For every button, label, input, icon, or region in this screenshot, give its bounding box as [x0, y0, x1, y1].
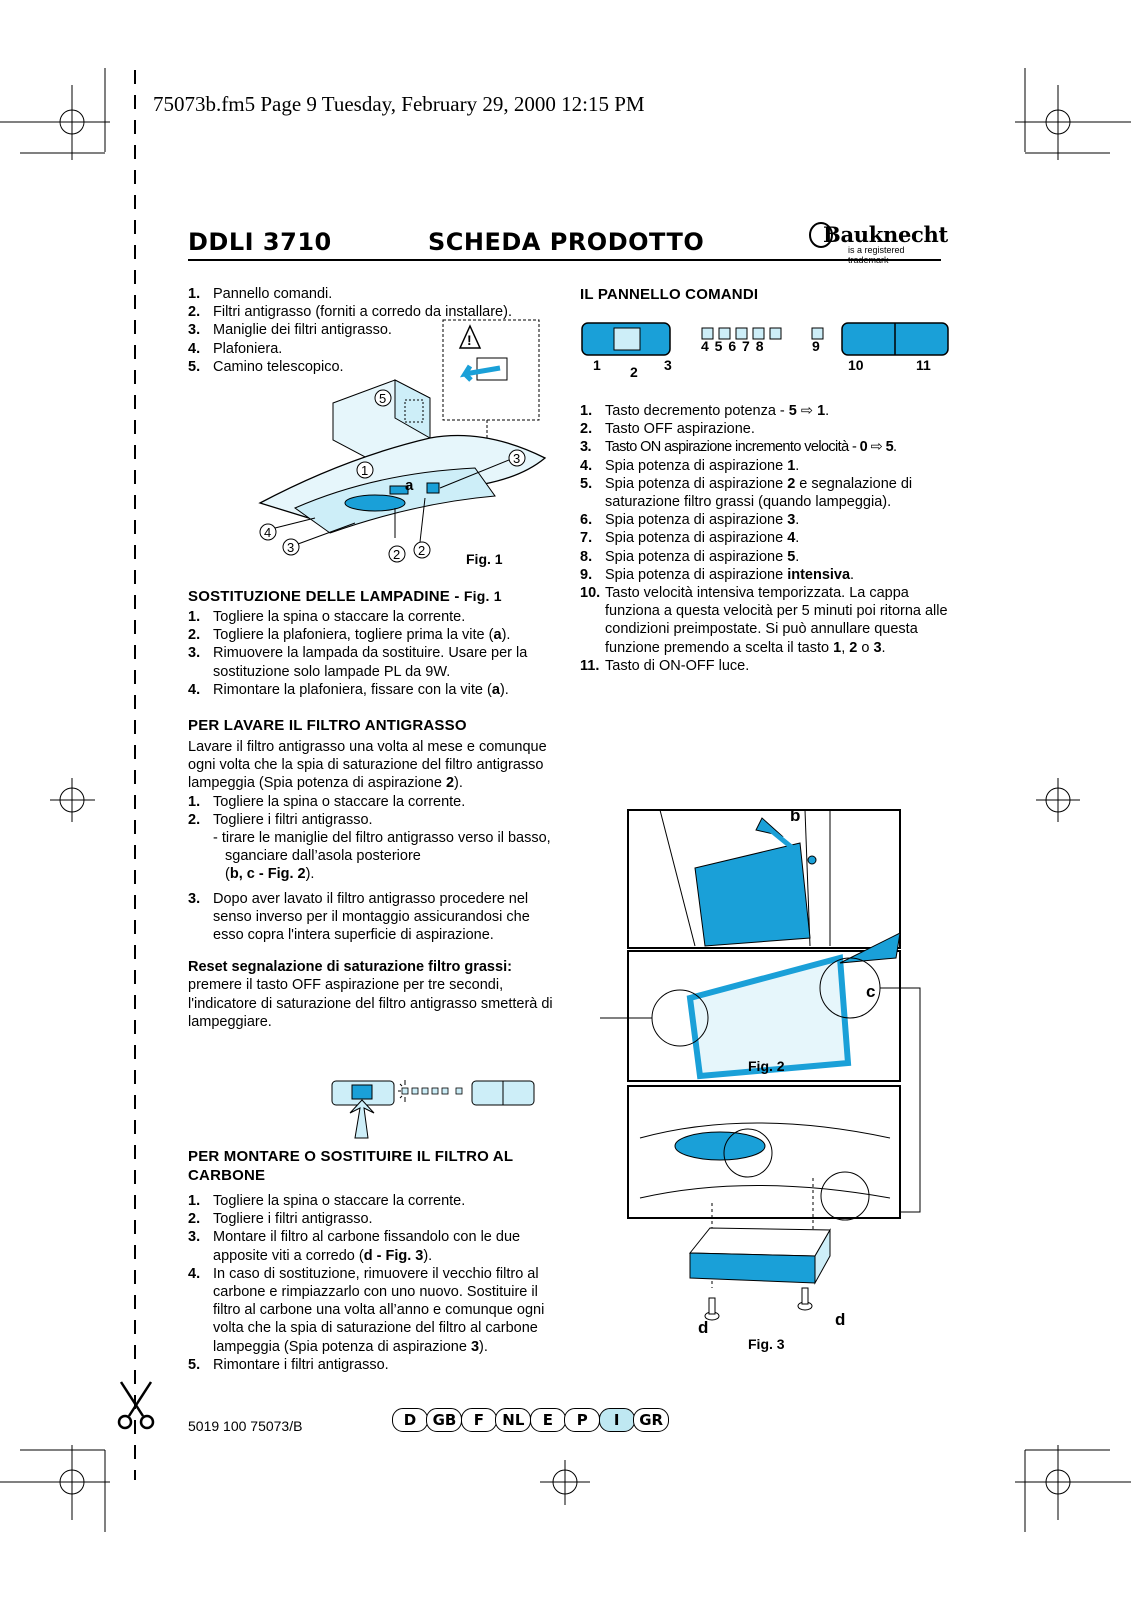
lang-tab-i[interactable]: I [599, 1408, 635, 1432]
panel-items [580, 402, 952, 675]
svg-text:1: 1 [361, 463, 369, 478]
reset-note: Reset segnalazione di saturazione filtro grassi: premere il tasto OFF aspirazione per tre secondi, l'indicatore di saturazione del filtro antigrasso smetterà di lampeggiare. [188, 959, 553, 1030]
fig2-callout-b: b [790, 806, 801, 825]
list-item: 2. Togliere la plafoniera, togliere prima la vite (a). [188, 627, 511, 644]
svg-text:2: 2 [393, 547, 401, 562]
list-item: 3. Montare il filtro al carbone fissandolo con le due apposite viti a corredo (d - Fig. 3). [188, 1229, 521, 1264]
wash-section [188, 738, 558, 1031]
list-item: 2. Filtri antigrasso (forniti a corredo da installare). [188, 304, 512, 321]
list-item: 4. Spia potenza di aspirazione 1. [580, 457, 800, 474]
list-item: 1. Pannello comandi. [188, 286, 333, 302]
scissors-icon [115, 1380, 157, 1430]
svg-text:2: 2 [418, 543, 426, 558]
svg-text:4: 4 [264, 525, 272, 540]
title-rule [188, 259, 941, 261]
fig2-label: Fig. 2 [748, 1058, 785, 1074]
list-item: 8. Spia potenza di aspirazione 5. [580, 548, 800, 565]
svg-text:a: a [405, 477, 414, 494]
list-item: 6. Spia potenza di aspirazione 3. [580, 512, 800, 529]
fig3-callout-d-right: d [835, 1310, 846, 1329]
list-item: 1. Togliere la spina o staccare la corrente. [188, 793, 466, 810]
panel-num-4-8: 4 5 6 7 8 [701, 338, 765, 354]
brand-trademark: is a registered [848, 245, 905, 255]
list-item: 11. Tasto di ON-OFF luce. [580, 657, 750, 674]
document-code: 5019 100 75073/B [188, 1418, 303, 1434]
list-item: 3. Dopo aver lavato il filtro antigrasso procedere nel senso inverso per il montaggio assicurandosi che esso copra l'intera superficie di aspirazione. [188, 890, 530, 944]
list-item: 4. Rimontare la plafoniera, fissare con la vite (a). [188, 681, 509, 698]
list-item: 1. Tasto decremento potenza - 5 ⇨ 1. [580, 403, 830, 419]
lang-tab-nl[interactable]: NL [495, 1408, 531, 1432]
lamp-steps [188, 608, 568, 699]
lang-tab-p[interactable]: P [564, 1408, 600, 1432]
language-selector [392, 1408, 663, 1432]
lang-tab-e[interactable]: E [530, 1408, 566, 1432]
list-item: 3. Rimuovere la lampada da sostituire. Usare per la sostituzione solo lampade PL da 9W. [188, 645, 528, 680]
lang-tab-gr[interactable]: GR [633, 1408, 669, 1432]
svg-text:3: 3 [287, 540, 295, 555]
list-item: 1. Togliere la spina o staccare la corrente. [188, 609, 466, 625]
list-item: 2. Tasto OFF aspirazione. [580, 421, 755, 438]
lang-tab-f[interactable]: F [461, 1408, 497, 1432]
list-item: 7. Spia potenza di aspirazione 4. [580, 530, 800, 547]
list-item: 5. Rimontare i filtri antigrasso. [188, 1356, 389, 1373]
brand-logo [808, 221, 948, 257]
panel-num-2: 2 [630, 364, 638, 380]
fig1-hood-illustration [255, 318, 555, 578]
reset-panel-illustration [330, 1078, 540, 1140]
svg-text:!: ! [467, 332, 472, 348]
list-item: 3. Maniglie dei filtri antigrasso. [188, 322, 392, 339]
fig2-fig3-illustration [600, 808, 940, 1368]
control-panel-illustration [580, 320, 950, 360]
list-item: 2. Togliere i filtri antigrasso. [188, 811, 373, 828]
carbon-steps [188, 1192, 568, 1374]
wash-steps-2 [188, 890, 558, 945]
wash-substep: - tirare le maniglie del filtro antigrasso verso il basso, sganciare dall’asola posteriore (b, c - Fig. 2). [213, 830, 551, 883]
list-item: 9. Spia potenza di aspirazione intensiva. [580, 566, 855, 583]
fig3-label: Fig. 3 [748, 1336, 785, 1352]
list-item: 3. Tasto ON aspirazione incremento velocità - 0 ⇨ 5. [580, 439, 897, 456]
list-item: 1. Togliere la spina o staccare la corrente. [188, 1193, 466, 1209]
fig2-callout-c: c [866, 982, 876, 1001]
wash-steps [188, 793, 558, 829]
svg-text:3: 3 [513, 451, 521, 466]
model-number: DDLI 3710 [188, 228, 332, 256]
wash-heading: PER LAVARE IL FILTRO ANTIGRASSO [188, 717, 467, 734]
panel-num-10: 10 [848, 357, 864, 373]
print-header: 75073b.fm5 Page 9 Tuesday, February 29, 2000 12:15 PM [153, 92, 645, 116]
panel-num-3: 3 [664, 357, 672, 373]
fig1-label: Fig. 1 [466, 551, 503, 567]
panel-num-1: 1 [593, 357, 601, 373]
list-item: 2. Togliere i filtri antigrasso. [188, 1211, 373, 1228]
lang-tab-gb[interactable]: GB [426, 1408, 462, 1432]
page-title: SCHEDA PRODOTTO [428, 228, 705, 256]
list-item: 4. Plafoniera. [188, 340, 283, 357]
wash-intro: Lavare il filtro antigrasso una volta al mese e comunque ogni volta che la spia di saturazione del filtro antigrasso lampeggia (Spia potenza di aspirazione 2). [188, 739, 547, 792]
list-item: 5. Spia potenza di aspirazione 2 e segnalazione di saturazione filtro grassi (quando lampeggia). [580, 475, 913, 511]
list-item: 10. Tasto velocità intensiva temporizzata. La cappa funziona a questa velocità per 5 minuti poi ritorna alle condizioni preimpostate. Si può annullare questa funzione premendo a scelta il tasto 1, 2 o 3. [580, 585, 948, 656]
svg-text:5: 5 [379, 391, 387, 406]
carbon-heading: PER MONTARE O SOSTITUIRE IL FILTRO AL CARBONE [188, 1148, 513, 1184]
fig3-callout-d-left: d [698, 1318, 709, 1337]
lang-tab-d[interactable]: D [392, 1408, 428, 1432]
panel-num-11: 11 [916, 357, 931, 373]
lamp-heading: SOSTITUZIONE DELLE LAMPADINE - Fig. 1 [188, 588, 502, 605]
list-item: 5. Camino telescopico. [188, 358, 344, 375]
brand-name: Bauknecht [823, 222, 948, 247]
panel-num-9: 9 [812, 338, 820, 354]
list-item: 4. In caso di sostituzione, rimuovere il vecchio filtro al carbone e rimpiazzarlo con uno nuovo. Sostituire il filtro al carbone una volta all’anno e comunque ogni volta che la spia di saturazione del filtro al carbone lampeggia (Spia potenza di aspirazione 3). [188, 1265, 545, 1355]
panel-heading: IL PANNELLO COMANDI [580, 286, 759, 303]
